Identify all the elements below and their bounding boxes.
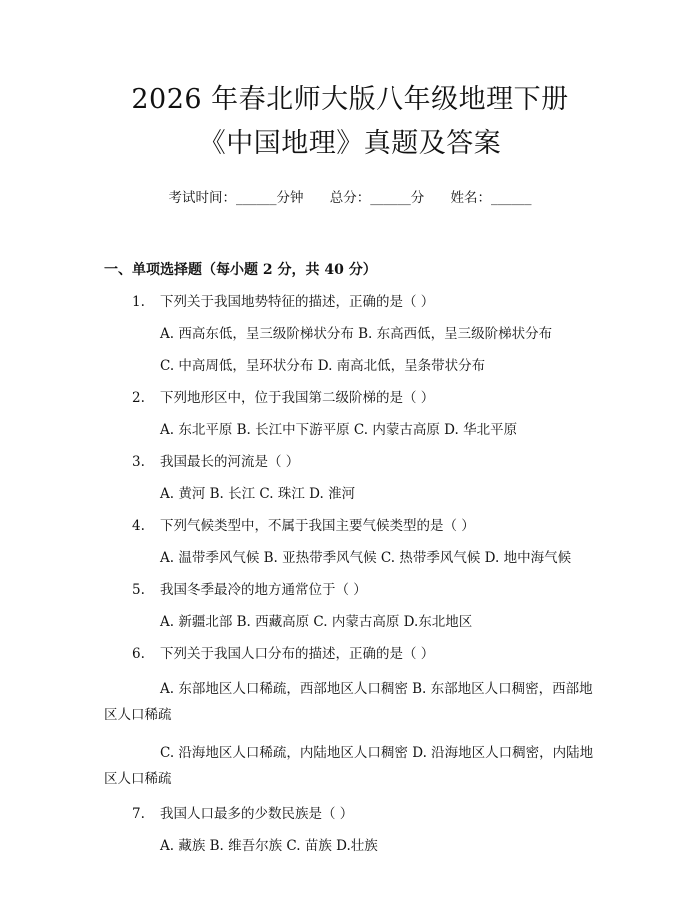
- option-line: C. 中高周低，呈环状分布 D. 南高北低，呈条带状分布: [160, 358, 486, 374]
- student-name-field: 姓名：______: [450, 190, 532, 206]
- question-number: 7.: [132, 806, 145, 822]
- question-stem: 下列关于我国地势特征的描述，正确的是（ ）: [160, 294, 435, 310]
- section-heading: 一、单项选择题（每小题 2 分，共 40 分）: [104, 262, 377, 278]
- question-7: [104, 804, 596, 856]
- page-title: 2026 年春北师大版八年级地理下册《中国地理》真题及答案: [131, 84, 569, 159]
- option-paragraph: C. 沿海地区人口稀疏，内陆地区人口稠密 D. 沿海地区人口稠密，内陆地区人口稀疏: [104, 745, 594, 787]
- option-line: A. 黄河 B. 长江 C. 珠江 D. 淮河: [160, 486, 356, 502]
- option-line: A. 西高东低，呈三级阶梯状分布 B. 东高西低，呈三级阶梯状分布: [160, 326, 553, 342]
- question-number: 3.: [132, 454, 145, 470]
- option-paragraph: A. 东部地区人口稀疏，西部地区人口稠密 B. 东部地区人口稠密，西部地区人口稀疏: [104, 681, 593, 723]
- option-line: A. 东北平原 B. 长江中下游平原 C. 内蒙古高原 D. 华北平原: [160, 422, 518, 438]
- question-stem: 我国最长的河流是（ ）: [160, 454, 300, 470]
- question-stem: 下列气候类型中，不属于我国主要气候类型的是（ ）: [160, 518, 475, 534]
- exam-info-line: [104, 188, 596, 208]
- question-4: [104, 516, 596, 568]
- option-line: A. 温带季风气候 B. 亚热带季风气候 C. 热带季风气候 D. 地中海气候: [160, 550, 572, 566]
- question-number: 5.: [132, 582, 145, 598]
- question-1: [104, 292, 596, 376]
- question-number: 2.: [132, 390, 145, 406]
- option-line: A. 新疆北部 B. 西藏高原 C. 内蒙古高原 D.东北地区: [160, 614, 473, 630]
- question-stem: 下列关于我国人口分布的描述，正确的是（ ）: [160, 646, 435, 662]
- question-stem: 下列地形区中，位于我国第二级阶梯的是（ ）: [160, 390, 435, 406]
- question-6: [104, 644, 596, 792]
- question-5: [104, 580, 596, 632]
- question-3: [104, 452, 596, 504]
- exam-time-field: 考试时间：______分钟: [168, 190, 304, 206]
- question-number: 1.: [132, 294, 145, 310]
- total-score-field: 总分：______分: [329, 190, 425, 206]
- question-number: 6.: [132, 646, 145, 662]
- option-line: A. 藏族 B. 维吾尔族 C. 苗族 D.壮族: [160, 838, 378, 854]
- question-2: [104, 388, 596, 440]
- question-stem: 我国人口最多的少数民族是（ ）: [160, 806, 354, 822]
- question-stem: 我国冬季最冷的地方通常位于（ ）: [160, 582, 367, 598]
- question-number: 4.: [132, 518, 145, 534]
